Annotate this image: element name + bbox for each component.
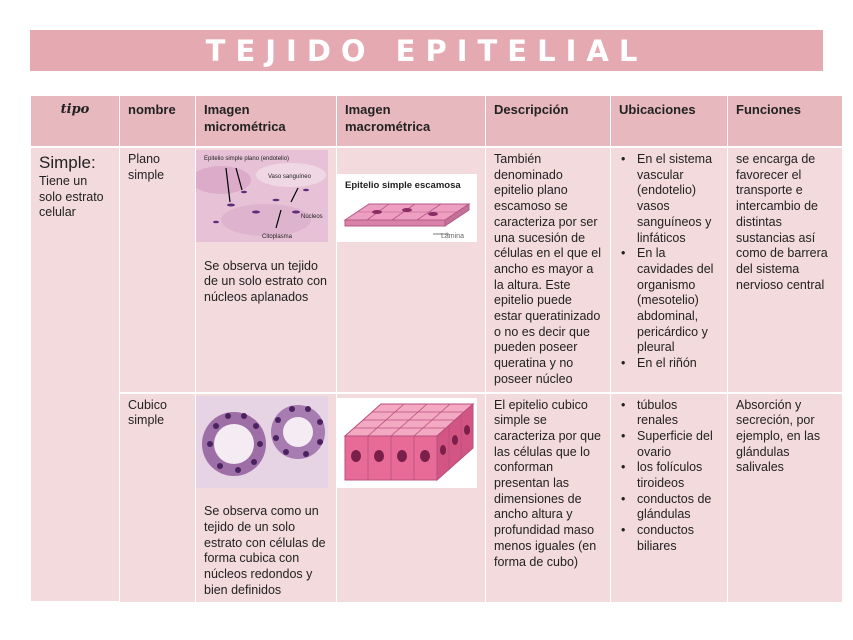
- list-item: • conductos de glándulas: [637, 492, 719, 523]
- diagram-lamina: Lámina: [441, 233, 464, 240]
- list-item: • conductos biliares: [637, 523, 719, 554]
- ubicaciones-list: [619, 152, 719, 372]
- label-nucleos: Núcleos: [301, 214, 323, 220]
- tipo-name: Simple:: [39, 153, 96, 172]
- descripcion-cell: El epitelio cubico simple se caracteriza por que las células que lo conforman presentan las dimensiones de ancho altura y profundidad maso menos iguales (en forma de cubo): [486, 393, 611, 603]
- list-item: • En el sistema vascular (endotelio) vasos sanguíneos y linfáticos: [637, 152, 719, 246]
- header-tipo: tipo: [31, 96, 120, 147]
- ubicaciones-cell: [611, 147, 728, 393]
- list-item: • túbulos renales: [637, 398, 719, 429]
- nombre-cell: Plano simple: [120, 147, 196, 393]
- header-nombre: nombre: [120, 96, 196, 147]
- macro-cell: [337, 147, 486, 393]
- funciones-cell: se encarga de favorecer el transporte e intercambio de distintas sustancias así como de barrera del sistema nervioso central: [728, 147, 843, 393]
- header-row: [31, 96, 843, 147]
- micro-cell: [196, 147, 337, 393]
- squamous-epithelium-diagram: [337, 152, 477, 242]
- header-micro: Imagen micrométrica: [196, 96, 337, 147]
- table-row: [31, 393, 843, 603]
- descripcion-cell: También denominado epitelio plano escamoso se caracteriza por ser una sucesión de células en el que el ancho es mayor a la altura. Este epitelio puede estar queratinizado o no es decir que pueden poseer queratina y no poseer núcleo: [486, 147, 611, 393]
- label-epitelio: Epitelio simple plano (endotelio): [204, 156, 290, 162]
- list-item: • Superficie del ovario: [637, 429, 719, 460]
- micro-caption: Se observa como un tejido de un solo estrato con células de forma cubica con núcleos redondos y bien definidos: [204, 504, 326, 597]
- epithelial-table: [30, 96, 843, 603]
- table-row: [31, 147, 843, 393]
- cuboidal-epithelium-diagram: [337, 398, 477, 488]
- ubicaciones-list: [619, 398, 719, 555]
- tipo-cell: [31, 147, 120, 602]
- funciones-cell: Absorción y secreción, por ejemplo, en las glándulas salivales: [728, 393, 843, 603]
- header-funciones: Funciones: [728, 96, 843, 147]
- diagram-title: Epitelio simple escamosa: [345, 180, 461, 191]
- header-macro: Imagen macrométrica: [337, 96, 486, 147]
- list-item: • los folículos tiroideos: [637, 460, 719, 491]
- tipo-description: Tiene un solo estrato celular: [39, 174, 104, 220]
- macro-cell: [337, 393, 486, 603]
- header-ubicaciones: Ubicaciones: [611, 96, 728, 147]
- ubicaciones-cell: [611, 393, 728, 603]
- header-descripcion: Descripción: [486, 96, 611, 147]
- label-citoplasma: Citoplasma: [262, 234, 293, 240]
- list-item: • En el riñón: [637, 356, 719, 372]
- micrograph-cuboidal-image: [196, 396, 328, 488]
- title-banner: [30, 30, 823, 71]
- nombre-cell: Cubico simple: [120, 393, 196, 603]
- micrograph-squamous-image: [196, 150, 328, 242]
- list-item: • En la cavidades del organismo (mesotelio) abdominal, pericárdico y pleural: [637, 246, 719, 356]
- label-vaso: Vaso sanguíneo: [268, 174, 311, 180]
- page-title: TEJIDO EPITELIAL: [205, 33, 648, 68]
- micro-caption: Se observa un tejido de un solo estrato con núcleos aplanados: [204, 258, 327, 305]
- micro-cell: [196, 393, 337, 603]
